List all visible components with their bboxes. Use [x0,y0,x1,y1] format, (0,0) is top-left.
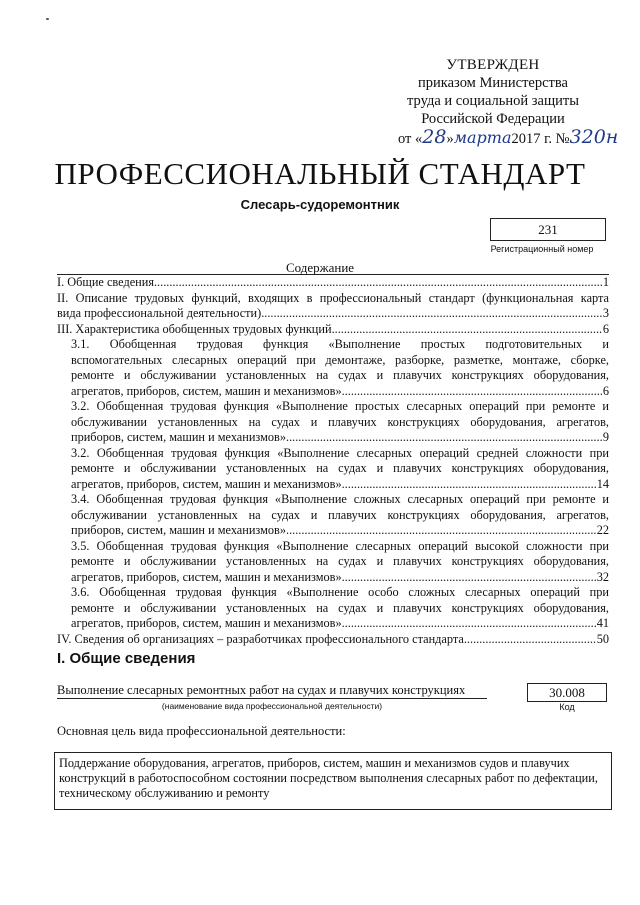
order-number: 320н [569,126,619,148]
toc-entry-last-line [57,306,609,322]
toc-entry-title: приборов, систем, машин и механизмов» [71,523,286,537]
toc-entry-title: агрегатов, приборов, систем, машин и механизмов» [71,383,342,398]
approval-line-2: труда и социальной защиты [407,93,579,109]
toc-entry-last-line [57,275,609,291]
section-title: I. Общие сведения [57,650,196,667]
toc-entry-text-line: вспомогательных слесарных операций при демонтаже, разборке, разметке, монтаже, сборке, [71,352,609,367]
activity-kind-caption: (наименование вида профессиональной деятельности) [161,701,383,711]
toc-entry-text-line: ремонте и обслуживании установленных на судах и плавучих конструкциях оборудования, [71,554,609,568]
approval-date-line [388,126,619,148]
toc-entry[interactable] [57,539,609,586]
date-prefix: от « [398,131,423,147]
document-subtitle: Слесарь-судоремонтник [240,197,400,212]
approval-block [388,56,619,148]
toc-entry-text-line: обслуживании установленных на судах и плавучих конструкциях оборудования, агрегатов, [71,507,609,522]
toc-entry[interactable] [57,337,609,399]
toc-leader-dots [342,570,596,586]
activity-code-caption: Код [559,702,575,712]
toc-page-number: 32 [596,569,609,584]
toc-page-number: 6 [602,321,609,336]
goal-label: Основная цель вида профессиональной деятельности: [57,724,346,738]
toc-leader-dots [261,306,602,322]
toc-leader-dots [464,632,596,648]
toc-leader-dots [332,322,602,338]
toc-entry-text-line: 3.2. Обобщенная трудовая функция «Выполнение слесарных операций средней сложности при [71,445,609,460]
toc-entry-title: приборов, систем, машин и механизмов» [71,430,286,444]
toc-entry-text-line: ремонте и обслуживании установленных на судах и плавучих конструкциях оборудования, [71,461,609,475]
toc-entry-text-line: ремонте и обслуживании установленных на судах и плавучих конструкциях оборудования, [71,600,609,615]
approval-line-1: приказом Министерства [418,75,568,91]
toc-leader-dots [342,477,596,493]
date-separator: » [446,131,454,147]
date-month: марта [453,128,512,147]
toc-entry-last-line [57,632,609,648]
toc-entry-title: III. Характеристика обобщенных трудовых функций [57,321,332,336]
toc-entry-last-line [57,322,609,338]
toc-entry-last-line [71,570,609,586]
toc-entry-text-line: 3.2. Обобщенная трудовая функция «Выполнение простых слесарных операций при ремонте и [71,399,609,413]
toc-entry-title: вида профессиональной деятельности) [57,306,262,320]
toc-entry[interactable] [57,492,609,539]
toc-entry[interactable] [57,399,609,446]
activity-kind-field: Выполнение слесарных ремонтных работ на судах и плавучих конструкциях [57,683,487,699]
toc-entry[interactable] [57,446,609,493]
toc-entry-text-line: 3.4. Обобщенная трудовая функция «Выполнение сложных слесарных операций при ремонте и [71,492,609,506]
registration-number-box: 231 [490,218,606,241]
toc-entry-text-line: 3.1. Обобщенная трудовая функция «Выполнение простых подготовительных и [71,337,609,351]
toc-entry-last-line [71,523,609,539]
toc-entry-text-line: обслуживании установленных на судах и плавучих конструкциях оборудования, агрегатов, [71,414,609,429]
toc-entry[interactable] [57,585,609,632]
toc-entry-text-line: 3.6. Обобщенная трудовая функция «Выполнение особо сложных слесарных операций при [71,585,609,599]
toc-page-number: 50 [596,631,609,646]
toc-page-number: 14 [596,476,609,491]
toc-entry[interactable] [57,275,609,291]
toc-entry[interactable] [57,322,609,338]
toc-entry-title: агрегатов, приборов, систем, машин и механизмов» [71,476,342,491]
toc-heading: Содержание [285,260,355,275]
toc-entry[interactable] [57,632,609,648]
toc-page-number: 9 [602,430,609,444]
date-year: 2017 г. № [511,131,570,147]
toc-page-number: 6 [602,383,609,398]
toc-leader-dots [154,275,602,291]
goal-text-box: Поддержание оборудования, агрегатов, приборов, систем, машин и механизмов судов и плавучих конструкций в работоспособном состоянии посредством выполнения слесарных работ по дефектации, техническому обслуживанию и ремонту [54,752,612,810]
toc-entry-title: I. Общие сведения [57,275,154,289]
toc-entry-last-line [71,616,609,632]
registration-number-label: Регистрационный номер [490,244,594,254]
toc-entry-title: агрегатов, приборов, систем, машин и механизмов» [71,616,342,630]
approval-heading: УТВЕРЖДЕН [446,57,540,73]
toc-entry[interactable] [57,291,609,322]
date-day: 28 [422,126,447,148]
activity-code-box: 30.008 [527,683,607,702]
toc-leader-dots [342,384,602,400]
toc-entry-text-line: II. Описание трудовых функций, входящих в профессиональный стандарт (функциональная карта [57,290,609,305]
toc-leader-dots [286,523,596,539]
toc-page-number: 22 [596,523,609,537]
toc-entry-title: агрегатов, приборов, систем, машин и механизмов» [71,569,342,584]
toc-entry-text-line: ремонте и обслуживании установленных на судах и плавучих конструкциях оборудования, [71,368,609,382]
toc-page-number: 1 [602,275,609,289]
toc-entry-last-line [71,384,609,400]
document-title: ПРОФЕССИОНАЛЬНЫЙ СТАНДАРТ [54,156,586,191]
toc-page-number: 41 [596,616,609,630]
toc-entry-last-line [71,477,609,493]
toc-entry-text-line: 3.5. Обобщенная трудовая функция «Выполнение слесарных операций высокой сложности при [71,538,609,553]
approval-line-3: Российской Федерации [421,111,565,127]
toc-entry-title: IV. Сведения об организациях – разработчиках профессионального стандарта [57,631,464,646]
toc-leader-dots [342,616,596,632]
table-of-contents [57,274,609,647]
toc-page-number: 3 [602,306,609,320]
scan-speck [46,18,49,20]
toc-leader-dots [286,430,602,446]
toc-entry-last-line [71,430,609,446]
